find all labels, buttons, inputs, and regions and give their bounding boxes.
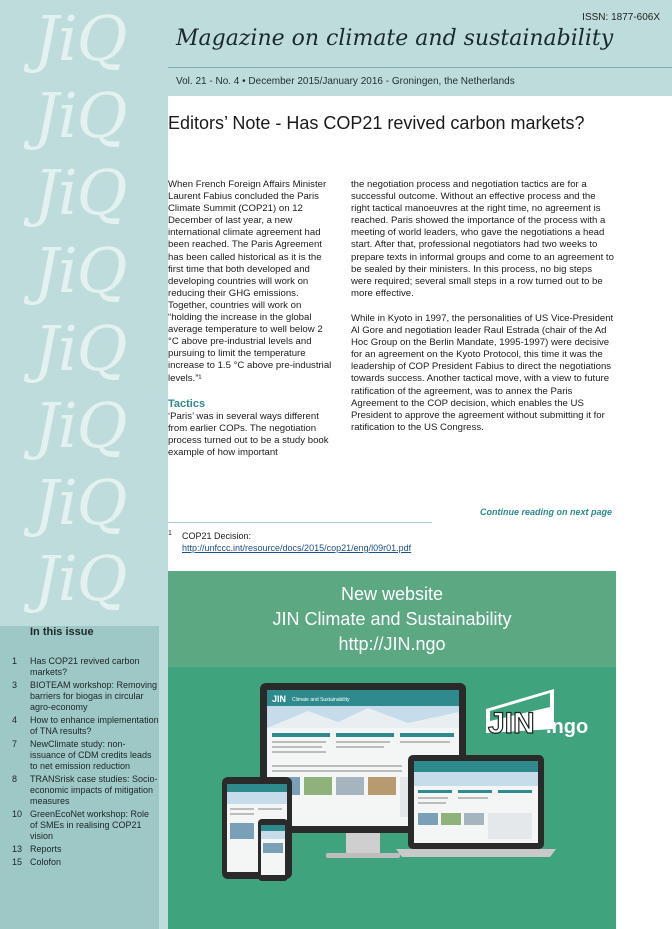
device-mockup-illustration — [168, 667, 616, 929]
sidebar — [0, 0, 168, 929]
issue-item[interactable] — [0, 857, 159, 868]
article-paragraph: While in Kyoto in 1997, the personalities of US Vice-President Al Gore and negotiation leader Raul Estrada (chair of the Ad Hoc Group on the Berlin Mandate, 1995-1997) were decisive for an agreement on the Kyoto Protocol, this time it was the leadership of COP President Fabius to direct the negotiations towards success. Another tactical move, with a view to future ratification of the agreement, was to annex the Paris Agreement to the COP decision, which enables the US President to approve the agreement without submitting it for ratification to the US Congress. — [351, 312, 614, 433]
issue-page-number: 4 — [12, 715, 18, 725]
footnote — [168, 530, 438, 554]
footnote-url-link[interactable]: http://unfccc.int/resource/docs/2015/cop21/eng/l09r01.pdf — [182, 543, 412, 553]
jiq-logo: JiQ — [34, 389, 127, 462]
in-this-issue-heading: In this issue — [30, 626, 94, 638]
footnote-label: COP21 Decision: — [182, 531, 252, 541]
issue-page-number: 10 — [12, 809, 23, 819]
issue-item-title: NewClimate study: non-issuance of CDM credits leads to net emission reduction — [30, 739, 152, 771]
jiq-logo: JiQ — [34, 79, 127, 152]
issue-item-title: GreenEcoNet workshop: Role of SMEs in realising COP21 vision — [30, 809, 150, 841]
article-paragraph: When French Foreign Affairs Minister Laurent Fabius concluded the Paris Climate Summit (COP21) on 12 December of last year, a new international climate agreement had been reached. The Paris Agreement has been called historical as it is the first time that both developed and developing countries will work on reducing their GHG emissions. Together, countries will work on “holding the increase in the global average temperature to well below 2 °C above pre-industrial levels and pursuing to limit the temperature increase to 1.5 °C above pre-industrial levels.”¹ — [168, 179, 332, 384]
laptop-icon — [396, 755, 556, 857]
screen-brand: JIN — [272, 694, 287, 704]
issue-item-title: How to enhance implementation of TNA results? — [30, 715, 159, 736]
article-column-left — [168, 179, 334, 472]
footnote-text — [168, 530, 438, 554]
advert-url[interactable]: http://JIN.ngo — [338, 634, 446, 654]
issue-item[interactable] — [0, 739, 159, 772]
logo-ngo-text: .ngo — [546, 716, 589, 738]
issue-item[interactable] — [0, 774, 159, 807]
issue-item[interactable] — [0, 844, 159, 855]
section-subhead: Tactics — [168, 397, 206, 410]
jiq-logo: JiQ — [34, 234, 127, 307]
masthead — [168, 0, 672, 96]
jiq-logo: JiQ — [34, 466, 127, 539]
issn: ISSN: 1877-606X — [582, 12, 660, 23]
issue-item-title: BIOTEAM workshop: Removing barriers for biogas in circular agro-economy — [30, 680, 158, 712]
article-title: Editors’ Note - Has COP21 revived carbon markets? — [168, 113, 585, 133]
issue-item-title: Reports — [30, 844, 62, 854]
issue-item-title: TRANSrisk case studies: Socio-economic impacts of mitigation measures — [30, 774, 158, 806]
jin-ngo-logo — [486, 689, 588, 740]
issue-page-number: 1 — [12, 656, 18, 666]
header-divider — [168, 67, 672, 68]
jiq-logo: JiQ — [34, 2, 127, 75]
issue-page-number: 8 — [12, 774, 18, 784]
magazine-title: Magazine on climate and sustainability — [176, 26, 614, 51]
phone-icon — [258, 819, 288, 881]
article-column-right — [351, 179, 615, 447]
article-paragraph: the negotiation process and negotiation tactics are for a successful outcome. Without an effective process and the right tactical manoeuvres at the right time, no agreement is reached. Paris showed the importance of the process with a meeting of world leaders, who gave the negotiations a head start. After that, professional negotiators had two weeks to prepare texts in informal groups and come to an agreement to be sealed by their ministers. In this process, no big steps were required; several small steps in a row turned out to be more effective. — [351, 179, 614, 299]
issue-list — [0, 656, 159, 870]
issue-item[interactable] — [0, 809, 159, 842]
issue-item[interactable] — [0, 656, 159, 678]
footnote-divider — [168, 522, 432, 523]
issue-item[interactable] — [0, 715, 159, 737]
article-paragraph: ‘Paris’ was in several ways different from earlier COPs. The negotiation process turned out to be a study book example of how important — [168, 410, 329, 458]
jiq-logo: JiQ — [34, 156, 127, 229]
jiq-logo: JiQ — [34, 312, 127, 385]
issue-item[interactable] — [0, 680, 159, 713]
volume-line: Vol. 21 - No. 4 • December 2015/January 2016 - Groningen, the Netherlands — [176, 76, 515, 87]
jiq-logo: JiQ — [34, 542, 127, 615]
issue-page-number: 7 — [12, 739, 18, 749]
logo-jin-text: JIN — [488, 707, 535, 740]
footnote-mark: 1 — [168, 530, 172, 537]
continue-reading-link[interactable]: Continue reading on next page — [480, 507, 613, 517]
advert-site-name: JIN Climate and Sustainability — [272, 609, 512, 629]
issue-item-title: Colofon — [30, 857, 62, 867]
website-advert[interactable] — [168, 571, 616, 929]
in-this-issue-panel — [0, 626, 159, 929]
advert-headline: New website — [340, 584, 444, 604]
issue-page-number: 3 — [12, 680, 18, 690]
screen-site-title: Climate and Sustainability — [292, 697, 350, 703]
issue-item-title: Has COP21 revived carbon markets? — [30, 656, 140, 677]
issue-page-number: 15 — [12, 857, 23, 867]
issue-page-number: 13 — [12, 844, 23, 854]
